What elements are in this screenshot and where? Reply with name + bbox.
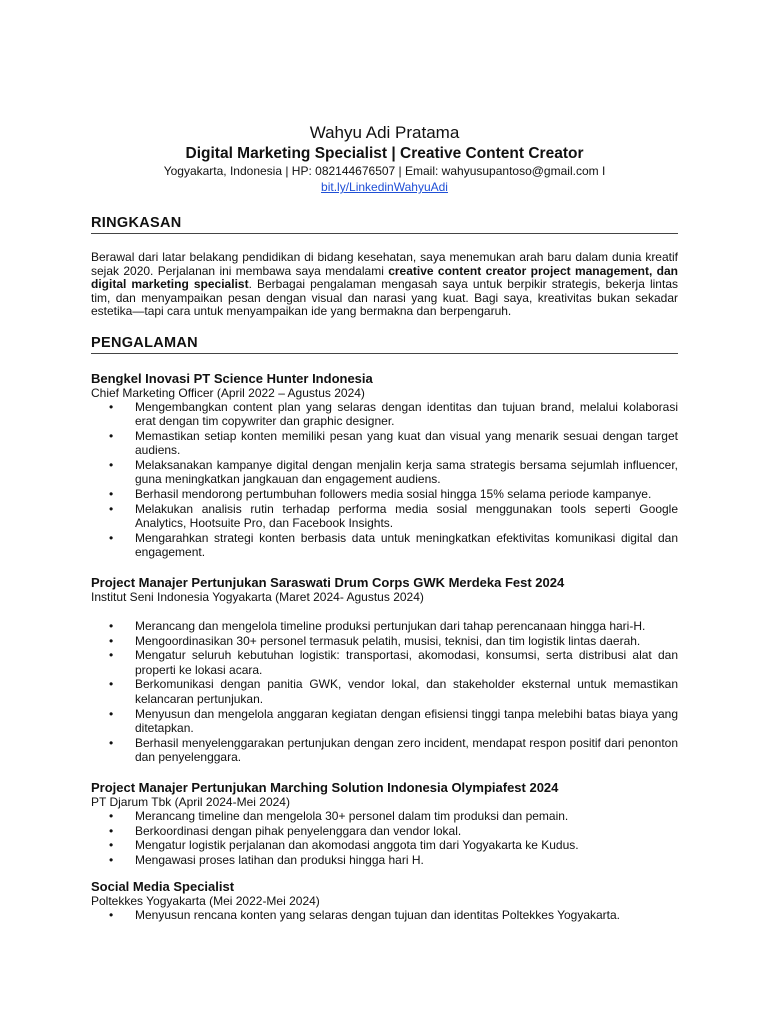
list-item xyxy=(109,530,678,560)
bullet-icon: • xyxy=(109,808,114,823)
list-item xyxy=(109,808,678,824)
summary-text-2: . Berbagai pengalaman mengasah saya untuk berpikir strategis, bekerja lintas tim, dan menyampaikan pesan dengan visual dan narasi yang kuat. Bagi saya, kreativitas bukan sekadar estetika—tapi cara untuk menyampaikan ide yang bermakna dan berpengaruh. xyxy=(91,277,678,318)
list-item xyxy=(109,706,678,736)
list-item xyxy=(109,677,678,706)
resume-header xyxy=(91,122,678,196)
bullet-icon: • xyxy=(109,677,114,692)
job-title: Social Media Specialist xyxy=(91,879,235,895)
job-role-period: Poltekkes Yogyakarta (Mei 2022-Mei 2024) xyxy=(91,894,320,909)
summary-paragraph xyxy=(91,251,678,319)
linkedin-link[interactable]: bit.ly/LinkedinWahyuAdi xyxy=(321,180,448,194)
list-item xyxy=(109,648,678,677)
bullet-text: Mengatur logistik perjalanan dan akomodasi anggota tim dari Yogyakarta ke Kudus. xyxy=(135,838,579,853)
list-item xyxy=(109,633,678,649)
bullet-icon: • xyxy=(109,501,114,516)
list-item xyxy=(109,908,678,923)
bullet-text: Mengatur seluruh kebutuhan logistik: transportasi, akomodasi, konsumsi, serta distribusi alat dan properti ke lokasi acara. xyxy=(135,648,678,677)
job-role-period: Chief Marketing Officer (April 2022 – Agustus 2024) xyxy=(91,385,365,400)
job-title: Bengkel Inovasi PT Science Hunter Indonesia xyxy=(91,370,373,386)
bullet-icon: • xyxy=(109,908,114,923)
bullet-icon: • xyxy=(109,735,114,750)
bullet-text: Mengawasi proses latihan dan produksi hingga hari H. xyxy=(135,852,424,867)
list-item xyxy=(109,501,678,531)
bullet-text: Merancang timeline dan mengelola 30+ personel dalam tim produksi dan pemain. xyxy=(135,808,569,823)
candidate-headline: Digital Marketing Specialist | Creative Content Creator xyxy=(185,145,584,162)
contact-line: Yogyakarta, Indonesia | HP: 082144676507 | Email: wahyusupantoso@gmail.com I xyxy=(163,164,606,178)
job-bullets xyxy=(91,908,678,923)
summary-text-1: Berawal dari latar belakang pendidikan di bidang kesehatan, saya menemukan arah baru dalam dunia kreatif sejak 2020. Perjalanan ini membawa saya mendalami xyxy=(91,250,678,278)
bullet-text: Berkomunikasi dengan panitia GWK, vendor lokal, dan stakeholder eksternal untuk memastikan kelancaran pertunjukan. xyxy=(135,677,678,706)
section-title-summary: RINGKASAN xyxy=(91,215,678,234)
bullet-icon: • xyxy=(109,838,114,853)
job-bullets xyxy=(91,400,678,561)
list-item xyxy=(109,428,678,458)
list-item xyxy=(109,487,678,502)
bullet-icon: • xyxy=(109,487,114,502)
list-item xyxy=(109,838,678,853)
bullet-icon: • xyxy=(109,823,114,838)
job-bullets xyxy=(91,619,678,765)
job-title: Project Manajer Pertunjukan Marching Solution Indonesia Olympiafest 2024 xyxy=(91,779,559,795)
bullet-text: Menyusun dan mengelola anggaran kegiatan dengan efisiensi tinggi tanpa melebihi batas biaya yang ditetapkan. xyxy=(135,706,678,736)
job-entry xyxy=(91,879,678,923)
bullet-text: Berhasil mendorong pertumbuhan followers media sosial hingga 15% selama periode kampanye. xyxy=(135,487,652,502)
bullet-text: Memastikan setiap konten memiliki pesan yang kuat dan visual yang menarik sesuai dengan target audiens. xyxy=(135,428,678,458)
section-title-experience: PENGALAMAN xyxy=(91,335,678,354)
bullet-text: Berhasil menyelenggarakan pertunjukan dengan zero incident, mendapat respon positif dari penonton dan penyelenggara. xyxy=(135,735,678,765)
bullet-icon: • xyxy=(109,399,114,414)
job-title: Project Manajer Pertunjukan Saraswati Drum Corps GWK Merdeka Fest 2024 xyxy=(91,575,565,591)
list-item xyxy=(109,823,678,839)
candidate-name: Wahyu Adi Pratama xyxy=(309,123,460,142)
resume-page xyxy=(91,122,678,923)
list-item xyxy=(109,852,678,868)
list-item xyxy=(109,399,678,429)
job-role-period: Institut Seni Indonesia Yogyakarta (Maret 2024- Agustus 2024) xyxy=(91,590,424,605)
job-role-period: PT Djarum Tbk (April 2024-Mei 2024) xyxy=(91,794,290,809)
bullet-icon: • xyxy=(109,530,114,545)
bullet-text: Mengoordinasikan 30+ personel termasuk pelatih, musisi, teknisi, dan tim logistik lintas daerah. xyxy=(135,633,641,648)
bullet-text: Berkoordinasi dengan pihak penyelenggara dan vendor lokal. xyxy=(135,823,462,838)
list-item xyxy=(109,619,678,634)
bullet-text: Melakukan analisis rutin terhadap performa media sosial menggunakan tools seperti Google Analytics, Hootsuite Pro, dan Facebook Insights. xyxy=(135,501,678,531)
summary-bold: creative content creator project management, dan digital marketing specialist xyxy=(91,263,678,291)
bullet-icon: • xyxy=(109,852,114,867)
bullet-text: Melaksanakan kampanye digital dengan menjalin kerja sama strategis bersama sejumlah influencer, guna meningkatkan jangkauan dan engagement audiens. xyxy=(135,457,678,487)
bullet-icon: • xyxy=(109,648,114,663)
bullet-icon: • xyxy=(109,457,114,472)
bullet-text: Menyusun rencana konten yang selaras dengan tujuan dan identitas Poltekkes Yogyakarta. xyxy=(135,908,621,923)
job-entry xyxy=(91,575,678,765)
job-bullets xyxy=(91,809,678,867)
list-item xyxy=(109,735,678,765)
bullet-icon: • xyxy=(109,428,114,443)
bullet-icon: • xyxy=(109,633,114,648)
list-item xyxy=(109,457,678,487)
bullet-icon: • xyxy=(109,619,114,634)
bullet-text: Mengembangkan content plan yang selaras dengan identitas dan tujuan brand, melalui kolaborasi erat dengan tim copywriter dan graphic designer. xyxy=(135,399,678,429)
job-entry xyxy=(91,780,678,867)
bullet-text: Merancang dan mengelola timeline produksi pertunjukan dari tahap perencanaan hingga hari-H. xyxy=(135,619,646,634)
bullet-text: Mengarahkan strategi konten berbasis data untuk meningkatkan efektivitas komunikasi digital dan engagement. xyxy=(135,530,678,560)
job-entry xyxy=(91,371,678,561)
bullet-icon: • xyxy=(109,706,114,721)
